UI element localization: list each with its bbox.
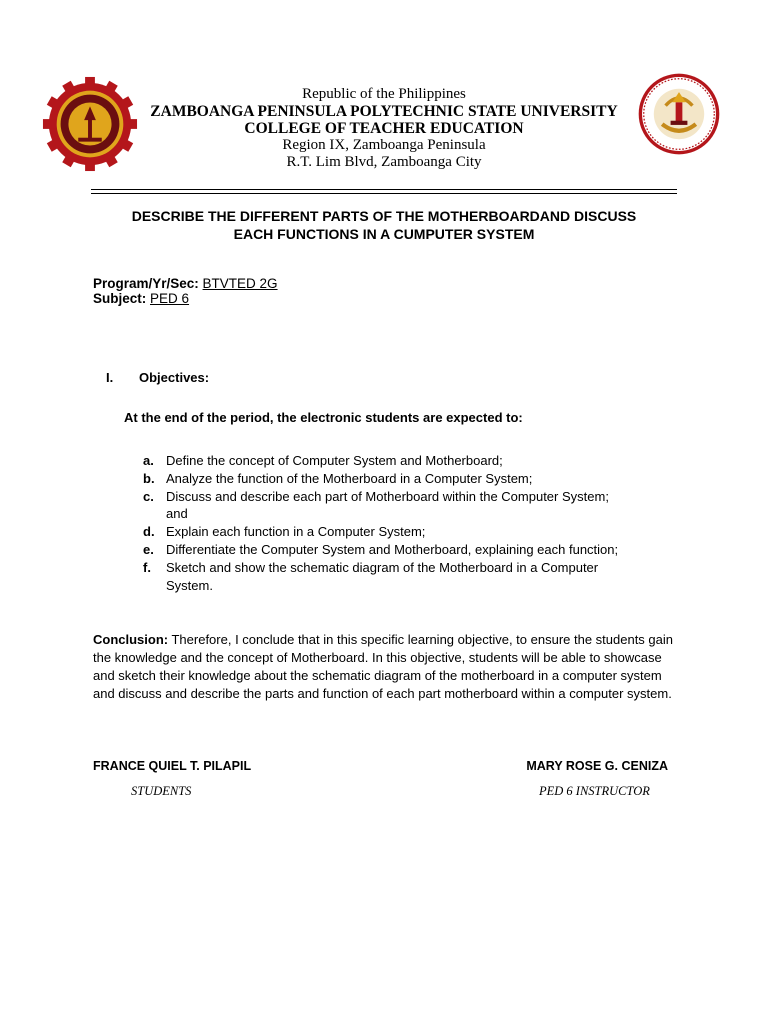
- college-seal-icon: [637, 72, 721, 156]
- document-header: [0, 0, 768, 200]
- document-title: [92, 208, 676, 243]
- item-text: System.: [166, 577, 213, 593]
- section-number: I.: [106, 370, 114, 385]
- item-text: Define the concept of Computer System and Motherboard;: [166, 453, 503, 468]
- item-text: Sketch and show the schematic diagram of the Motherboard in a Computer: [166, 559, 599, 575]
- item-text: Analyze the function of the Motherboard in a Computer System;: [166, 470, 533, 486]
- item-text: Explain each function in a Computer System;: [166, 524, 426, 540]
- list-item: [143, 488, 683, 506]
- item-text: Discuss and describe each part of Motherboard within the Computer System;: [166, 488, 609, 504]
- instructor-name: MARY ROSE G. CENIZA: [526, 759, 668, 773]
- program-value: BTVTED 2G: [202, 276, 278, 291]
- objectives-list: [143, 452, 683, 594]
- objectives-intro: At the end of the period, the electronic students are expected to:: [124, 410, 523, 425]
- header-college: COLLEGE OF TEACHER EDUCATION: [244, 120, 524, 137]
- item-letter: c.: [143, 488, 154, 504]
- header-address: R.T. Lim Blvd, Zamboanga City: [286, 154, 482, 170]
- item-letter: d.: [143, 524, 155, 540]
- instructor-role: PED 6 INSTRUCTOR: [539, 784, 650, 798]
- list-item: [143, 541, 683, 559]
- header-republic: Republic of the Philippines: [302, 86, 466, 102]
- item-letter: b.: [143, 470, 155, 486]
- title-line: EACH FUNCTIONS IN A CUMPUTER SYSTEM: [233, 225, 535, 242]
- conclusion-label: Conclusion:: [93, 632, 169, 647]
- student-name: FRANCE QUIEL T. PILAPIL: [93, 759, 252, 773]
- item-letter: e.: [143, 541, 154, 557]
- item-letter: [143, 505, 166, 523]
- section-heading: Objectives:: [139, 370, 210, 385]
- header-university: ZAMBOANGA PENINSULA POLYTECHNIC STATE UNIVERSITY: [150, 103, 618, 120]
- header-divider: [91, 189, 677, 190]
- student-role: STUDENTS: [131, 784, 192, 798]
- list-item: [143, 470, 683, 488]
- subject-value: PED 6: [150, 291, 190, 306]
- subject-label: Subject:: [93, 291, 151, 306]
- conclusion-text: Therefore, I conclude that in this specific learning objective, to ensure the students gain the knowledge and the concept of Motherboard. In this objective, students will be able to showcase and sketch their knowledge about the schematic diagram of the motherboard in a computer system and discuss and describe the parts and function of each part motherboard within a computer system.: [93, 632, 674, 701]
- item-letter: a.: [143, 453, 154, 468]
- item-letter: [143, 577, 166, 595]
- item-text: and: [166, 506, 188, 522]
- item-letter: f.: [143, 559, 151, 575]
- program-line: [93, 276, 278, 291]
- program-label: Program/Yr/Sec:: [93, 276, 203, 291]
- list-item: [143, 523, 683, 541]
- title-line: DESCRIBE THE DIFFERENT PARTS OF THE MOTHERBOARDAND DISCUSS: [131, 208, 637, 224]
- list-item: [143, 577, 683, 595]
- header-divider: [91, 193, 677, 194]
- header-region: Region IX, Zamboanga Peninsula: [282, 137, 486, 153]
- item-text: Differentiate the Computer System and Motherboard, explaining each function;: [166, 541, 619, 557]
- list-item: [143, 505, 683, 523]
- subject-line: [93, 291, 189, 306]
- list-item: [143, 452, 683, 470]
- list-item: [143, 559, 683, 577]
- conclusion-paragraph: [93, 631, 678, 703]
